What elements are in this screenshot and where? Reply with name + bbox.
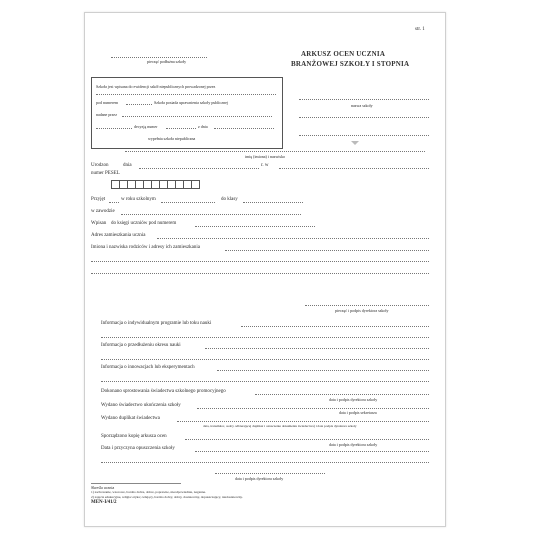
parents-field-2 <box>91 261 429 262</box>
pesel-cell[interactable] <box>191 180 200 189</box>
to-class-field <box>243 202 303 203</box>
register-label: Wpisan <box>91 221 107 226</box>
date-signature-caption-1: data i podpis dyrektora szkoły <box>329 397 378 402</box>
duplicate-note: data, transmitor, osoby odbierającej duplikat i oznaczenie dokumentu świadectwa) i data podpis dyrektora szkoły <box>203 424 357 428</box>
born-day-label: dnia <box>123 163 132 168</box>
pesel-grid <box>111 180 199 189</box>
document-title-line2: BRANŻOWEJ SZKOŁY I STOPNIA <box>291 60 410 68</box>
registry-decision-field <box>166 128 196 129</box>
pesel-label: numer PESEL <box>91 171 120 176</box>
document-title-line1: ARKUSZ OCEN UCZNIA <box>301 50 386 58</box>
footnote-1: 1) zachowanie, wzorowe, bardzo dobre, dobre, poprawne, nieodpowiednie, naganne. <box>91 490 206 494</box>
registry-decision-prefix <box>96 128 132 129</box>
completion-certificate-field <box>197 408 429 409</box>
individual-program-field-2 <box>101 337 429 338</box>
individual-program-label: Informacja o indywidualnym programie lub toku nauki <box>101 321 212 326</box>
school-name-caption: nazwa szkoły <box>351 103 373 108</box>
registry-decision-label: decyzją numer <box>134 124 158 129</box>
registry-number-label: pod numerem <box>96 100 119 105</box>
profession-field <box>121 214 301 215</box>
parents-label: Imiona i nazwiska rodziców i adresy ich zamieszkania <box>91 245 200 250</box>
admitted-suffix-field <box>109 202 119 203</box>
innovations-label: Informacja o innowacjach lub eksperymentach <box>101 365 195 370</box>
date-signature-caption-3: data i podpis dyrektora szkoły <box>329 442 378 447</box>
extended-period-field <box>205 348 429 349</box>
address-field <box>157 238 429 239</box>
registry-date-label: z dnia <box>198 124 208 129</box>
innovations-field <box>217 370 429 371</box>
leave-date-label: Data i przyczyna opuszczenia szkoły <box>101 446 175 451</box>
copy-made-field <box>185 439 429 440</box>
director-caption-2: data i podpis dyrektora szkoły <box>235 476 284 481</box>
registry-fill-line <box>96 94 276 95</box>
registry-granted-field <box>122 116 272 117</box>
born-in-label: r. w <box>261 163 269 168</box>
leave-date-field-2 <box>101 462 429 463</box>
innovations-field-2 <box>101 381 429 382</box>
correction-field <box>255 394 429 395</box>
director-signature-line-1 <box>305 305 429 306</box>
document-page <box>84 12 446 527</box>
school-name-line <box>299 99 429 100</box>
footnote-2: 2) zajęcia edukacyjne, religia/ etyka; celujący, bardzo dobry, dobry, dostateczny, dopuszczający, niedostateczny. <box>91 495 243 499</box>
register-text: do księgi uczniów pod numerem <box>111 221 177 226</box>
address-label: Adres zamieszkania ucznia <box>91 233 146 238</box>
registry-box <box>91 77 283 149</box>
registry-date-field <box>214 128 274 129</box>
director-caption-1: pieczęć i podpis dyrektora szkoły <box>335 308 389 313</box>
extended-period-field-2 <box>101 359 429 360</box>
correction-label: Dokonano sprostowania świadectwa szkolnego promocyjnego <box>101 389 226 394</box>
extended-period-label: Informacja o przedłużeniu okresu nauki <box>101 343 181 348</box>
to-class-label: do klasy <box>221 197 238 202</box>
school-year-field <box>161 202 215 203</box>
born-label: Urodzon <box>91 163 109 168</box>
registry-line1: Szkoła jest wpisana do ewidencji szkół niepublicznych prowadzonej przez <box>96 84 216 89</box>
parents-field-3 <box>91 273 429 274</box>
profession-label: w zawodzie <box>91 209 115 214</box>
director-signature-line-2 <box>215 473 325 474</box>
individual-program-field <box>241 326 429 327</box>
form-code: MEN-I/41/2 <box>91 500 117 505</box>
date-signature-caption-2: data i podpis sekretarza <box>339 410 377 415</box>
register-number-field <box>195 226 315 227</box>
school-year-label: w roku szkolnym <box>121 197 156 202</box>
registry-rights-label: Szkoła posiada uprawnienia szkoły publicznej <box>154 100 228 105</box>
footnote-heading: Skreśla ucznia <box>91 485 115 490</box>
stamp-caption: pieczęć podłużna szkoły <box>147 59 187 64</box>
born-day-field <box>139 168 259 169</box>
registry-number-field <box>126 104 152 105</box>
admitted-label: Przyjęt <box>91 197 106 202</box>
copy-made-label: Sporządzono kopię arkusza ocen <box>101 434 167 439</box>
born-place-field <box>279 168 429 169</box>
page-number: str. 1 <box>415 27 425 32</box>
footnote-divider <box>91 483 181 484</box>
duplicate-issued-label: Wydano duplikat świadectwa <box>101 416 160 421</box>
registry-footer: wypełnia szkoła niepubliczna <box>148 136 196 141</box>
school-name-line-2 <box>299 117 429 118</box>
school-name-line-3 <box>299 135 429 136</box>
student-name-caption: imię (imiona) i nazwisko <box>245 154 286 159</box>
completion-certificate-label: Wydano świadectwo ukończenia szkoły <box>101 403 181 408</box>
stamp-line <box>111 57 207 58</box>
registry-granted-label: nadane przez <box>96 112 117 117</box>
student-name-line <box>125 151 425 152</box>
duplicate-issued-field <box>177 421 429 422</box>
stamp-mark-icon <box>351 141 359 145</box>
parents-field-1 <box>225 250 429 251</box>
leave-date-field <box>195 451 429 452</box>
